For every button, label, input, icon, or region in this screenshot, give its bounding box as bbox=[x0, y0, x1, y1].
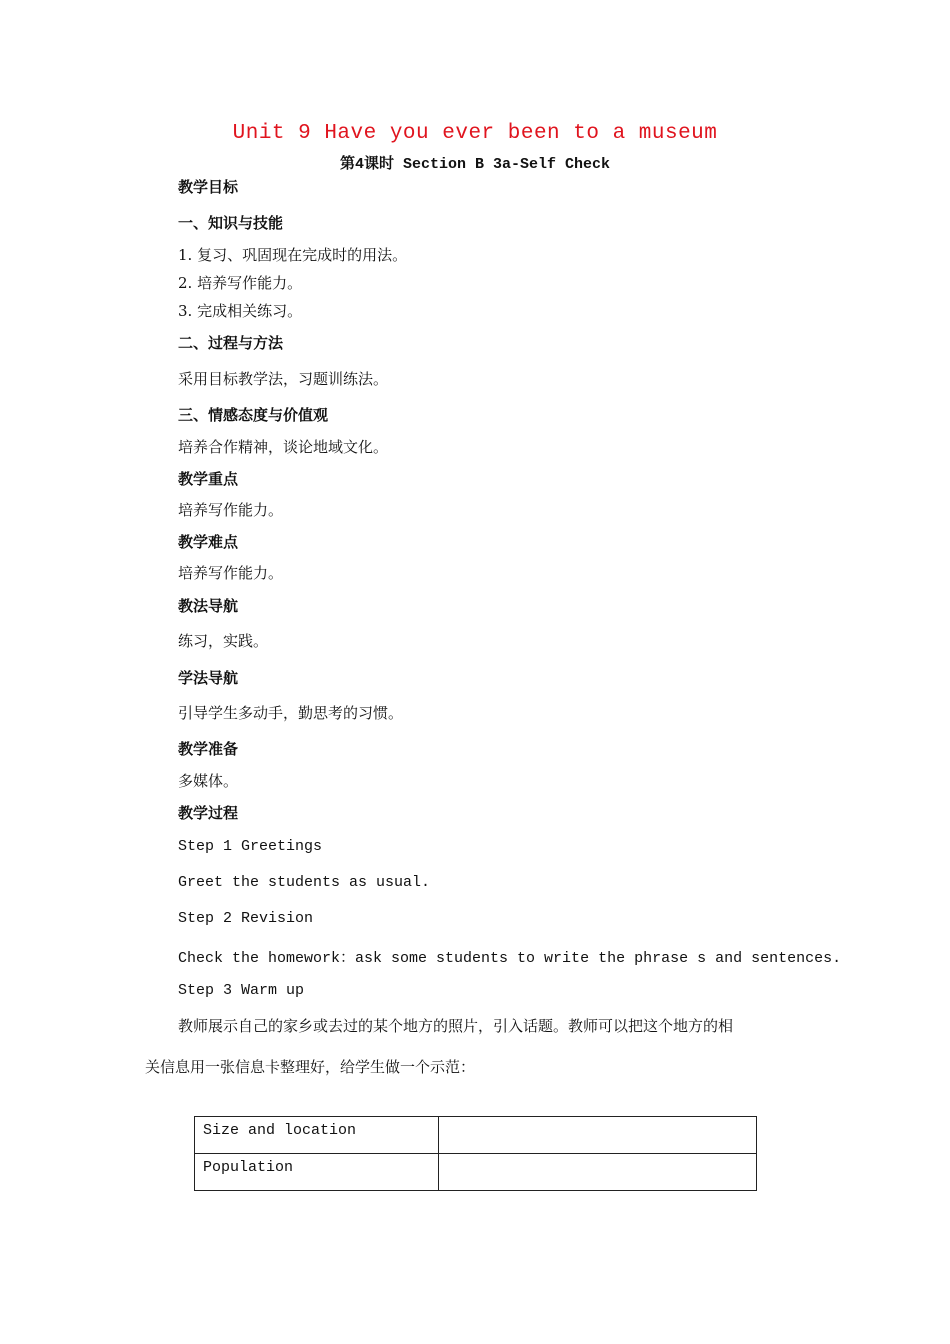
info-card-table bbox=[194, 1116, 757, 1191]
table-cell bbox=[439, 1117, 757, 1154]
body-text-line: 培养写作能力。 bbox=[178, 564, 284, 582]
table-row bbox=[195, 1117, 757, 1154]
page-subtitle: 第4课时 Section B 3a-Self Check bbox=[339, 156, 611, 173]
section-heading: 学法导航 bbox=[178, 669, 239, 687]
section-heading: 教学准备 bbox=[178, 740, 239, 758]
paragraph-line-1: 教师展示自己的家乡或去过的某个地方的照片，引入话题。教师可以把这个地方的相 bbox=[178, 1017, 734, 1035]
body-text-line: Greet the students as usual. bbox=[178, 874, 431, 891]
body-text-line: Step 1 Greetings bbox=[178, 838, 323, 855]
section-heading: 教学难点 bbox=[178, 533, 239, 551]
body-text-line: Step 2 Revision bbox=[178, 910, 314, 927]
body-text-line: 3. 完成相关练习。 bbox=[178, 302, 303, 320]
table-cell: Size and location bbox=[195, 1117, 439, 1154]
body-text-line: 2. 培养写作能力。 bbox=[178, 274, 303, 292]
body-text-line: 采用目标教学法，习题训练法。 bbox=[178, 370, 389, 388]
body-text-line: 引导学生多动手，勤思考的习惯。 bbox=[178, 704, 404, 722]
body-text-line: 培养写作能力。 bbox=[178, 501, 284, 519]
section-heading: 三、情感态度与价值观 bbox=[178, 406, 329, 424]
table-cell bbox=[439, 1154, 757, 1191]
section-heading: 教学目标 bbox=[178, 178, 239, 196]
page-title: Unit 9 Have you ever been to a museum bbox=[232, 122, 718, 145]
section-heading: 一、知识与技能 bbox=[178, 214, 284, 232]
warmup-paragraph bbox=[145, 1006, 815, 1088]
body-text-line: 多媒体。 bbox=[178, 772, 239, 790]
body-text-line: 培养合作精神，谈论地域文化。 bbox=[178, 438, 389, 456]
section-heading: 教学过程 bbox=[178, 804, 239, 822]
paragraph-line-2: 关信息用一张信息卡整理好，给学生做一个示范： bbox=[145, 1058, 476, 1076]
table-cell: Population bbox=[195, 1154, 439, 1191]
body-text-line: Check the homework：ask some students to write the phrase s and sentences. bbox=[178, 950, 842, 967]
table-row bbox=[195, 1154, 757, 1191]
section-heading: 教学重点 bbox=[178, 470, 239, 488]
section-heading: 教法导航 bbox=[178, 597, 239, 615]
section-heading: 二、过程与方法 bbox=[178, 334, 284, 352]
body-text-line: 练习，实践。 bbox=[178, 632, 269, 650]
body-text-line: 1. 复习、巩固现在完成时的用法。 bbox=[178, 246, 408, 264]
body-text-line: Step 3 Warm up bbox=[178, 982, 305, 999]
